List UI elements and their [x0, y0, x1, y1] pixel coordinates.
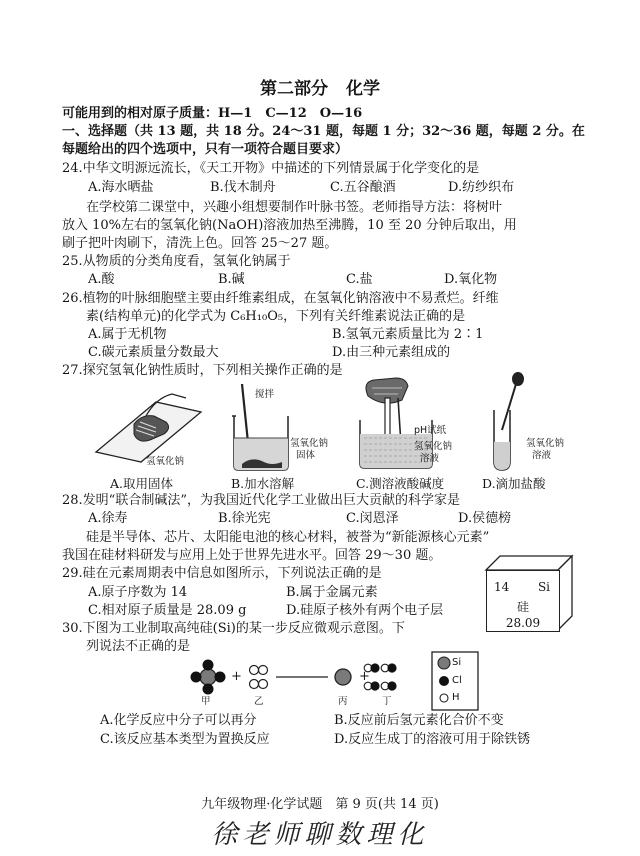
plus-sign-1: +: [231, 669, 242, 684]
legend-h: H: [452, 692, 460, 703]
element-name: 硅: [516, 600, 529, 614]
q29-option-d: D.硅原子核外有两个电子层: [286, 603, 444, 618]
q30-option-d: D.反应生成丁的溶液可用于除铁锈: [334, 732, 531, 747]
q29-option-a: A.原子序数为 14: [88, 585, 188, 600]
q29-stem: 29.硅在元素周期表中信息如图所示，下列说法正确的是: [62, 566, 382, 581]
q28-option-c: C.闵恩泽: [346, 511, 399, 526]
element-symbol: Si: [537, 580, 550, 594]
plus-sign-2: +: [359, 669, 370, 684]
label-naoh-sol-d2: 溶液: [532, 450, 552, 461]
label-naoh-a: 氢氧化钠: [146, 456, 185, 467]
label-jia: 甲: [201, 696, 211, 707]
label-naoh-solid-2: 固体: [296, 450, 316, 461]
atomic-number: 14: [494, 580, 510, 594]
q30-stem-2: 列说法不正确的是: [86, 639, 191, 654]
periodic-table-cell: [486, 570, 560, 632]
q27-stem: 27.探究氢氧化钠性质时，下列相关操作正确的是: [62, 363, 343, 378]
q30-option-c: C.该反应基本类型为置换反应: [100, 732, 270, 747]
q29-option-b: B.属于金属元素: [286, 585, 378, 600]
label-naoh-sol-c1: 氢氧化钠: [414, 441, 453, 452]
page-footer: 九年级物理·化学试题 第 9 页(共 14 页): [201, 797, 439, 812]
q27-option-a: A.取用固体: [110, 476, 174, 491]
part-label: 第二部分: [260, 79, 328, 99]
passage2-line1: 硅是半导体、芯片、太阳能电池的核心材料，被誉为“新能源核心元素”: [86, 530, 490, 545]
page-title: [0, 74, 640, 99]
q28-option-b: B.徐光宪: [218, 511, 271, 526]
passage1-line2: 放入 10%左右的氢氧化钠(NaOH)溶液加热至沸腾，10 至 20 分钟后取出，用: [62, 218, 517, 233]
label-ding: 丁: [382, 696, 392, 707]
q30-option-a: A.化学反应中分子可以再分: [100, 713, 257, 728]
legend-cl: Cl: [452, 675, 462, 686]
q24-option-d: D.纺纱织布: [448, 180, 515, 195]
q24-stem: 24.中华文明源远流长，《天工开物》中描述的下列情景属于化学变化的是: [62, 161, 480, 176]
q25-option-d: D.氧化物: [444, 272, 498, 287]
q28-option-d: D.侯德榜: [458, 511, 512, 526]
label-ph-paper: pH试纸: [414, 425, 447, 436]
q26-option-c: C.碳元素质量分数最大: [88, 345, 219, 360]
section-instructions-2: 每题给出的四个选项中，只有一项符合题目要求）: [62, 142, 349, 157]
author-signature: 徐老师聊数理化: [211, 820, 429, 850]
figure-ph-test: [352, 376, 462, 472]
label-naoh-sol-d1: 氢氧化钠: [526, 438, 565, 449]
atomic-masses: 可能用到的相对原子质量：H—1 C—12 O—16: [62, 106, 363, 121]
q28-stem: 28.发明“联合制碱法”，为我国近代化学工业做出巨大贡献的科学家是: [62, 493, 460, 508]
q25-option-c: C.盐: [346, 272, 373, 287]
q27-option-c: C.测溶液酸碱度: [356, 476, 445, 491]
q27-option-b: B.加水溶解: [231, 476, 295, 491]
legend-si: Si: [452, 657, 462, 668]
label-naoh-sol-c2: 溶液: [420, 453, 440, 464]
q30-stem-1: 30.下图为工业制取高纯硅(Si)的某一步反应微观示意图。下: [62, 621, 405, 636]
q25-option-b: B.碱: [218, 272, 245, 287]
q26-stem-2: 素(结构单元)的化学式为 C₆H₁₀O₅，下列有关纤维素说法正确的是: [86, 309, 466, 324]
figure-add-acid: [480, 370, 540, 476]
label-yi: 乙: [254, 696, 264, 707]
q25-option-a: A.酸: [88, 272, 115, 287]
label-naoh-solid-1: 氢氧化钠: [290, 438, 329, 449]
q26-option-d: D.由三种元素组成的: [332, 345, 451, 360]
passage2-line2: 我国在硅材料研发与应用上处于世界先进水平。回答 29～30 题。: [62, 548, 442, 563]
q27-option-d: D.滴加盐酸: [482, 476, 546, 491]
label-bing: 丙: [338, 696, 348, 707]
section-instructions-1: 一、选择题（共 13 题，共 18 分。24～31 题，每题 1 分；32～36 题，每题 2 分。在: [62, 124, 585, 139]
passage1-line3: 刷子把叶肉刷下，清洗上色。回答 25～27 题。: [62, 236, 338, 251]
q25-stem: 25.从物质的分类角度看，氢氧化钠属于: [62, 254, 291, 269]
q24-option-a: A.海水晒盐: [88, 180, 154, 195]
q28-option-a: A.徐寿: [88, 511, 128, 526]
atomic-mass: 28.09: [505, 616, 541, 630]
passage1-line1: 在学校第二课堂中，兴趣小组想要制作叶脉书签。老师指导方法：将树叶: [86, 200, 503, 215]
q30-option-b: B.反应前后氢元素化合价不变: [334, 713, 504, 728]
subject-label: 化学: [346, 79, 380, 99]
label-stir: 搅拌: [255, 389, 275, 400]
q29-option-c: C.相对原子质量是 28.09 g: [88, 603, 247, 618]
q24-option-b: B.伐木制舟: [210, 180, 276, 195]
q26-stem-1: 26.植物的叶脉细胞壁主要由纤维素组成，在氢氧化钠溶液中不易煮烂。纤维: [62, 291, 499, 306]
q24-option-c: C.五谷酿酒: [330, 180, 396, 195]
q26-option-b: B.氢氧元素质量比为 2∶1: [332, 327, 484, 342]
q26-option-a: A.属于无机物: [88, 327, 167, 342]
reaction-diagram: [180, 658, 480, 712]
